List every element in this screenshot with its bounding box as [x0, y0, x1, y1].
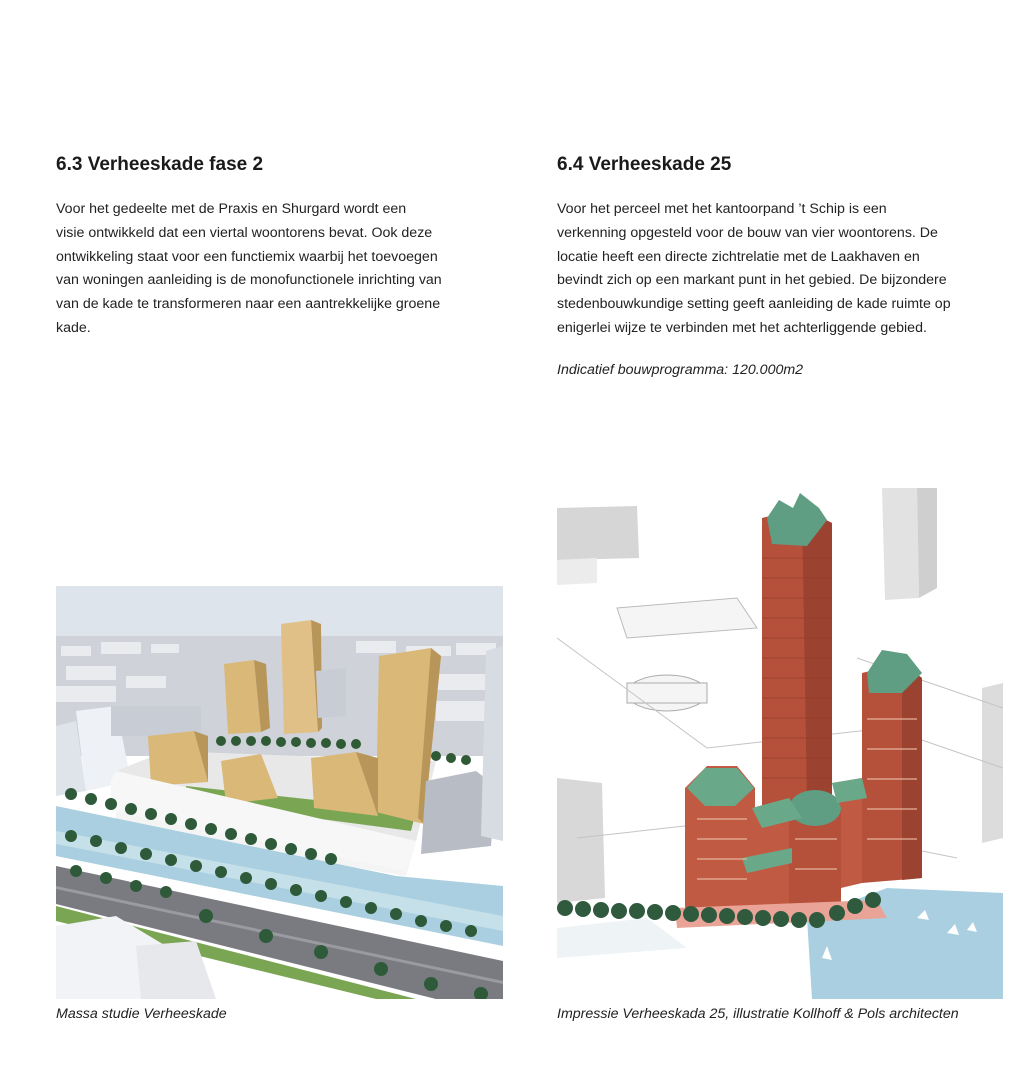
body-line: stedenbouwkundige setting geeft aanleiding de kade ruimte op [557, 296, 951, 313]
body-line: Voor het gedeelte met de Praxis en Shurgard wordt een [56, 201, 407, 217]
body-line: locatie heeft een directe zichtrelatie met de Laakhaven en [557, 248, 920, 265]
body-line: van de kade te transformeren naar een aantrekkelijke groene [56, 296, 441, 313]
body-line: van woningen aanleiding is de monofunctionele inrichting van [56, 272, 442, 289]
section-body [557, 198, 1007, 341]
section-heading: 6.3 Verheeskade fase 2 [56, 154, 264, 175]
body-line: verkenning opgesteld voor de bouw van vier woontorens. De [557, 224, 938, 241]
towers-impression-image [557, 488, 1003, 999]
body-line: visie ontwikkeld dat een viertal woontorens bevat. Ook deze [56, 224, 433, 241]
section-body [56, 198, 496, 341]
figure-caption: Massa studie Verheeskade [56, 1006, 227, 1022]
body-line: Voor het perceel met het kantoorpand ’t Schip is een [557, 201, 887, 217]
body-line: kade. [56, 319, 91, 336]
body-line: ontwikkeling staat voor een functiemix waarbij het toevoegen [56, 248, 438, 265]
body-line: enigerlei wijze te verbinden met het achterliggende gebied. [557, 319, 927, 336]
section-heading: 6.4 Verheeskade 25 [557, 154, 732, 175]
mass-study-image [56, 586, 503, 999]
figure-caption: Impressie Verheeskada 25, illustratie Kollhoff & Pols architecten [557, 1006, 959, 1022]
building-program-note: Indicatief bouwprogramma: 120.000m2 [557, 361, 804, 378]
section-verheeskade-fase-2 [56, 152, 496, 341]
body-line: bevindt zich op een markant punt in het gebied. De bijzondere [557, 272, 947, 289]
section-verheeskade-25 [557, 152, 1007, 378]
